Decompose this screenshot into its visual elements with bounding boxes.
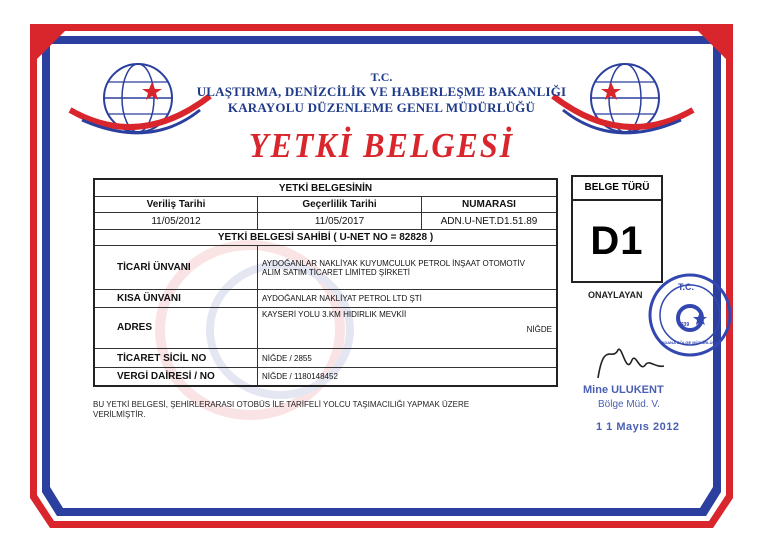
belge-turu-value: D1 xyxy=(590,219,644,263)
stamp-bottom-text: ADANA BÖLGE MÜDÜRLÜĞÜ xyxy=(661,340,719,345)
tax-label: VERGİ DAİRESİ / NO xyxy=(94,367,258,386)
stamp-year: 1939 xyxy=(678,322,690,328)
header-tc: T.C. xyxy=(370,70,393,84)
address-city: NİĞDE xyxy=(526,324,552,334)
signer-role: Bölge Müd. V. xyxy=(598,399,660,410)
number-value: ADN.U-NET.D1.51.89 xyxy=(422,213,558,229)
belge-turu-box xyxy=(571,175,663,283)
footer-line2: VERİLMİŞTİR. xyxy=(93,410,146,419)
belge-turu-label: BELGE TÜRÜ xyxy=(573,177,661,201)
short-name-value: AYDOĞANLAR NAKLİYAT PETROL LTD ŞTİ xyxy=(258,290,558,308)
footer-line1: BU YETKİ BELGESİ, ŞEHİRLERARASI OTOBÜS İLE TARİFELİ YOLCU TAŞIMACILIĞI YAPMAK ÜZERE xyxy=(93,400,470,409)
trade-name-value xyxy=(258,246,558,290)
trade-name-line1: AYDOĞANLAR NAKLİYAK KUYUMCULUK PETROL İNŞAAT OTOMOTİV xyxy=(262,258,526,268)
tax-value: NİĞDE / 1180148452 xyxy=(258,367,558,386)
registry-value: NİĞDE / 2855 xyxy=(258,349,558,368)
registry-label: TİCARET SİCİL NO xyxy=(94,349,258,368)
trade-name-line2: ALIM SATIM TİCARET LİMİTED ŞİRKETİ xyxy=(262,267,411,277)
footer-note xyxy=(93,400,469,420)
approval-date: 1 1 Mayıs 2012 xyxy=(596,421,680,433)
header-ministry: ULAŞTIRMA, DENİZCİLİK VE HABERLEŞME BAKANLIĞI xyxy=(196,84,567,99)
approval-label: ONAYLAYAN xyxy=(588,290,643,300)
section-header: YETKİ BELGESİNİN xyxy=(94,179,557,197)
address-label: ADRES xyxy=(94,307,258,349)
valid-date-value: 11/05/2017 xyxy=(258,213,422,229)
header-directorate: KARAYOLU DÜZENLEME GENEL MÜDÜRLÜĞÜ xyxy=(227,100,536,115)
address-value xyxy=(258,307,558,349)
holder-header: YETKİ BELGESİ SAHİBİ ( U-NET NO = 82828 ) xyxy=(94,229,557,245)
valid-date-label: Geçerlilik Tarihi xyxy=(258,197,422,213)
number-label: NUMARASI xyxy=(422,197,558,213)
document-title: YETKİ BELGESİ xyxy=(248,125,515,165)
issue-date-label: Veriliş Tarihi xyxy=(94,197,258,213)
issue-date-value: 11/05/2012 xyxy=(94,213,258,229)
short-name-label: KISA ÜNVANI xyxy=(94,290,258,308)
signer-name: Mine ULUKENT xyxy=(583,384,664,396)
trade-name-label: TİCARİ ÜNVANI xyxy=(94,246,258,290)
stamp-top-text: T.C. xyxy=(678,282,695,292)
certificate-table xyxy=(93,178,558,387)
address-line1: KAYSERİ YOLU 3.KM HIDIRLIK MEVKİİ xyxy=(262,309,407,319)
